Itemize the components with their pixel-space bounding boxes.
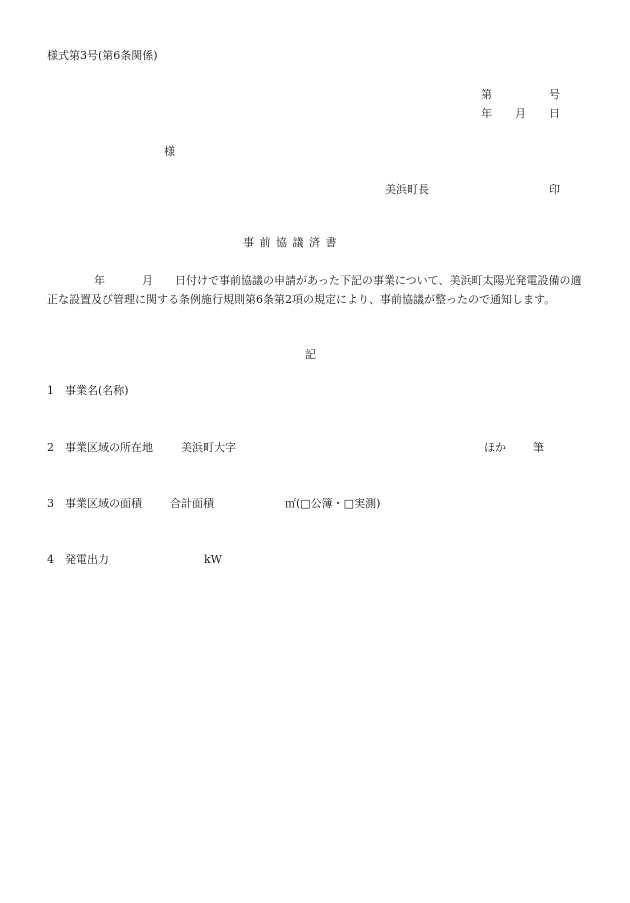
item2-value: 美浜町大字 [181, 441, 236, 454]
addressee-suffix: 様 [164, 145, 175, 158]
item4-label: 発電出力 [65, 553, 109, 566]
item2-extra-hitsu: 筆 [533, 441, 544, 454]
body-month: 月 [142, 274, 153, 287]
item2-extra-hoka: ほか [484, 441, 506, 454]
item1-number: 1 [47, 384, 54, 397]
body-year: 年 [94, 274, 105, 287]
document-title: 事 前 協 議 済 書 [243, 236, 338, 249]
item4-unit: kW [204, 553, 222, 566]
date-year: 年 [481, 107, 492, 120]
date-day: 日 [549, 107, 560, 120]
item2-label: 事業区域の所在地 [65, 441, 153, 454]
date-month: 月 [515, 107, 526, 120]
item3-label: 事業区域の面積 [65, 497, 142, 510]
issuer-name: 美浜町長 [385, 183, 429, 196]
item1-label: 事業名(名称) [65, 384, 129, 397]
seal-mark: 印 [549, 183, 560, 196]
item3-value: 合計面積 [170, 497, 214, 510]
item2-number: 2 [47, 441, 54, 454]
number-suffix: 号 [549, 88, 560, 101]
item3-number: 3 [47, 497, 54, 510]
item3-unit: ㎡(□公簿・□実測) [285, 497, 381, 510]
form-label: 様式第3号(第6条関係) [47, 49, 158, 62]
number-prefix: 第 [481, 88, 492, 101]
body-paragraph [47, 271, 583, 309]
ki-heading: 記 [305, 348, 316, 361]
item4-number: 4 [47, 553, 54, 566]
body-text: 日付けで事前協議の申請があった下記の事業について、美浜町太陽光発電設備の適正な設置及び管理に関する条例施行規則第6条第2項の規定により、事前協議が整ったので通知します。 [47, 274, 582, 306]
